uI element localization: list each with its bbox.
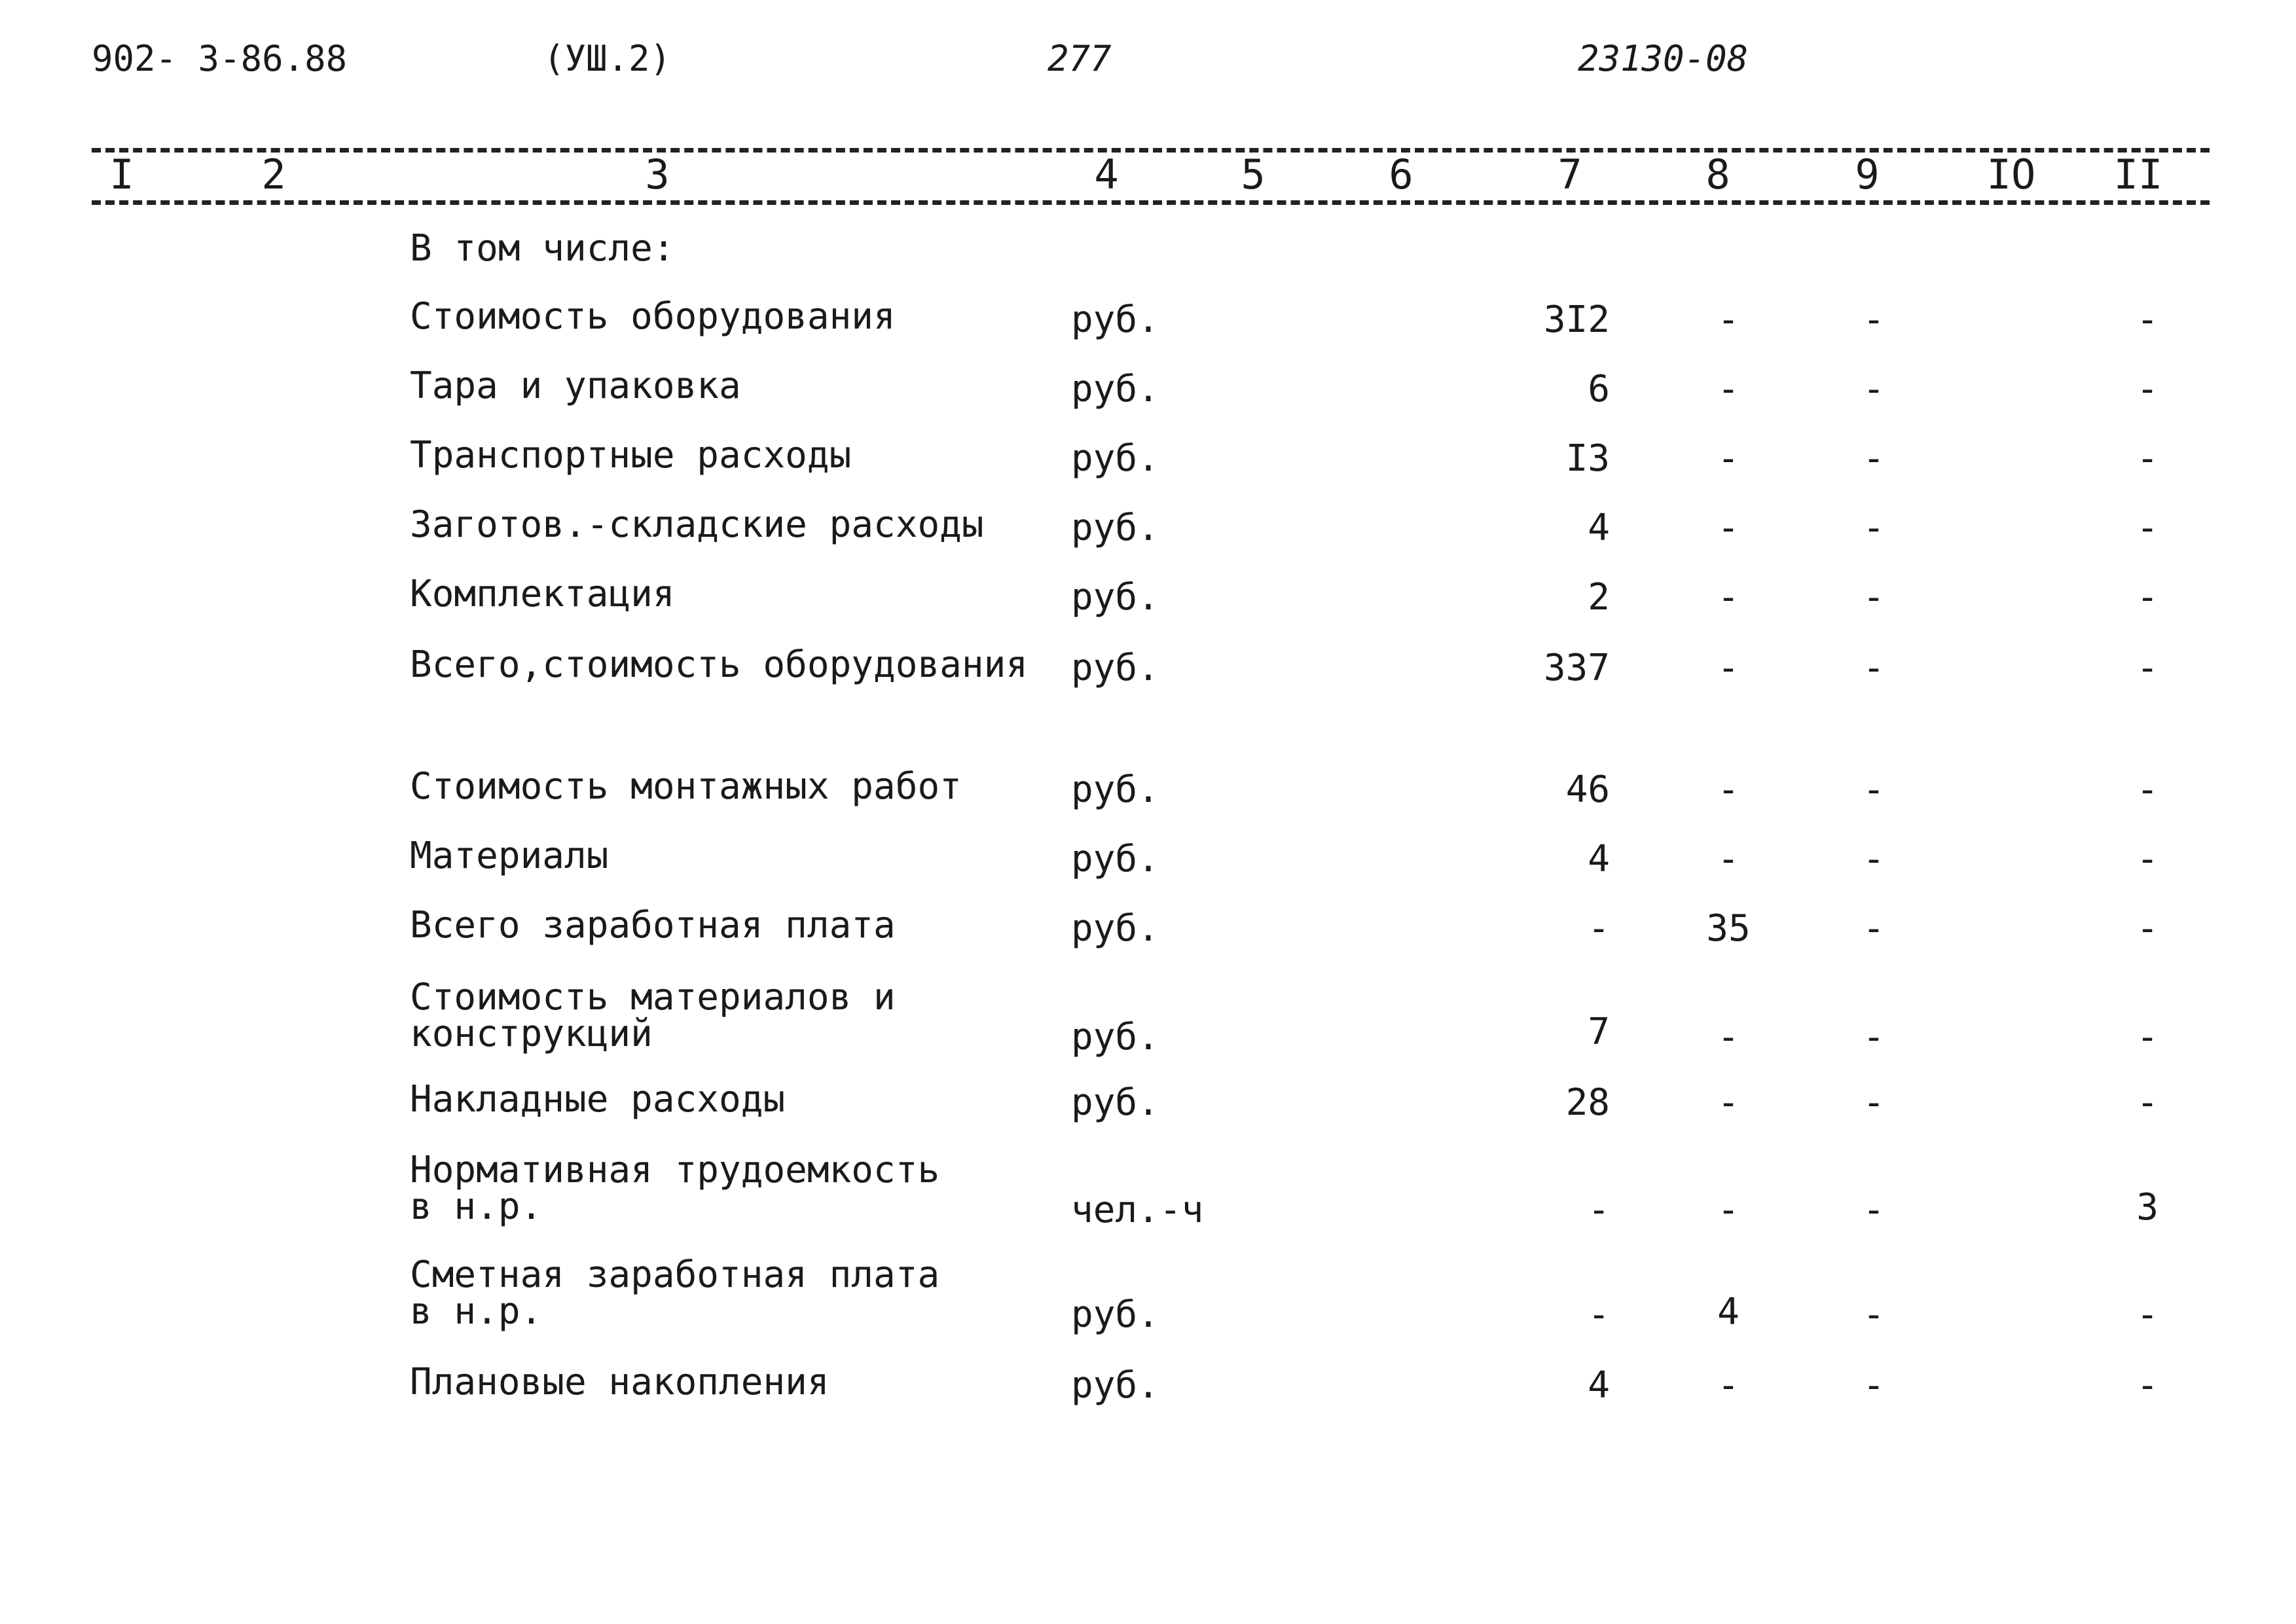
col11-value: -: [2136, 1016, 2159, 1058]
column-number-strip: [0, 151, 2296, 203]
col8-value: -: [1717, 1081, 1740, 1124]
col11-value: -: [2136, 576, 2159, 619]
row-label: Материалы: [410, 835, 609, 877]
col9-value: -: [1863, 768, 1885, 811]
col7-value: 4: [1588, 838, 1610, 880]
row-label: Всего,стоимость оборудования: [410, 643, 1029, 686]
col8-value: 4: [1717, 1291, 1740, 1333]
col9-value: -: [1863, 576, 1885, 619]
row-unit: чел.-ч: [1071, 1189, 1204, 1231]
col7-value: 4: [1588, 507, 1610, 549]
col7-value: -: [1588, 1189, 1610, 1231]
row-unit: руб.: [1071, 907, 1159, 950]
row-unit: руб.: [1071, 576, 1159, 619]
col9-value: -: [1863, 647, 1885, 689]
col11-value: -: [2136, 907, 2159, 950]
row-unit: руб.: [1071, 1081, 1159, 1124]
column-number: 5: [1241, 151, 1266, 198]
section-label: (УШ.2): [543, 38, 672, 79]
col8-value: -: [1717, 1016, 1740, 1058]
col8-value: -: [1717, 1364, 1740, 1407]
col11-value: -: [2136, 1293, 2159, 1336]
row-unit: руб.: [1071, 298, 1159, 341]
col9-value: -: [1863, 1293, 1885, 1336]
col7-value: 4: [1588, 1364, 1610, 1407]
row-label: Плановые накопления: [410, 1361, 829, 1403]
row-label: Всего заработная плата: [410, 904, 896, 947]
col9-value: -: [1863, 1189, 1885, 1231]
col8-value: -: [1717, 298, 1740, 341]
row-label: Сметная заработная плата в н.р.: [410, 1254, 940, 1333]
col7-value: I3: [1565, 437, 1610, 480]
column-number: 9: [1855, 151, 1880, 198]
col11-value: -: [2136, 1364, 2159, 1407]
row-unit: руб.: [1071, 368, 1159, 410]
col7-value: -: [1588, 1293, 1610, 1336]
col7-value: 7: [1588, 1011, 1610, 1053]
document-code: 902- 3-86.88: [92, 38, 348, 79]
column-number: I: [109, 151, 134, 198]
registry-number: 23130-08: [1578, 38, 1749, 79]
row-label: Стоимость монтажных работ: [410, 765, 962, 808]
row-label: Стоимость оборудования: [410, 295, 896, 338]
col8-value: -: [1717, 576, 1740, 619]
row-unit: руб.: [1071, 1016, 1159, 1058]
col9-value: -: [1863, 437, 1885, 480]
col11-value: 3: [2136, 1186, 2159, 1229]
col8-value: -: [1717, 437, 1740, 480]
column-number: 3: [645, 151, 670, 198]
column-number: 2: [261, 151, 286, 198]
col11-value: -: [2136, 437, 2159, 480]
column-number: 7: [1558, 151, 1582, 198]
column-number: 4: [1094, 151, 1119, 198]
row-unit: руб.: [1071, 507, 1159, 549]
col9-value: -: [1863, 368, 1885, 410]
col7-value: 46: [1565, 768, 1610, 811]
col8-value: -: [1717, 768, 1740, 811]
row-unit: руб.: [1071, 1364, 1159, 1407]
row-unit: руб.: [1071, 1293, 1159, 1336]
column-number: IO: [1986, 151, 2036, 198]
row-label: Накладные расходы: [410, 1078, 786, 1121]
col7-value: 3I2: [1543, 298, 1610, 341]
column-number: II: [2113, 151, 2163, 198]
col11-value: -: [2136, 1081, 2159, 1124]
col7-value: 28: [1565, 1081, 1610, 1124]
bottom-dashed-rule: [92, 200, 2210, 205]
col9-value: -: [1863, 907, 1885, 950]
col11-value: -: [2136, 368, 2159, 410]
col11-value: -: [2136, 298, 2159, 341]
column-number: 6: [1389, 151, 1413, 198]
col11-value: -: [2136, 768, 2159, 811]
row-unit: руб.: [1071, 437, 1159, 480]
col7-value: 6: [1588, 368, 1610, 410]
col7-value: -: [1588, 907, 1610, 950]
col8-value: -: [1717, 647, 1740, 689]
row-label: Нормативная трудоемкость в н.р.: [410, 1149, 940, 1228]
row-unit: руб.: [1071, 647, 1159, 689]
row-label: Комплектация: [410, 573, 675, 615]
col8-value: -: [1717, 368, 1740, 410]
col8-value: -: [1717, 507, 1740, 549]
col7-value: 337: [1543, 647, 1610, 689]
row-label: Транспортные расходы: [410, 434, 852, 477]
col7-value: 2: [1588, 576, 1610, 619]
col11-value: -: [2136, 838, 2159, 880]
column-number: 8: [1705, 151, 1730, 198]
row-unit: руб.: [1071, 838, 1159, 880]
col8-value: -: [1717, 1189, 1740, 1231]
row-label: Тара и упаковка: [410, 365, 741, 407]
col9-value: -: [1863, 1364, 1885, 1407]
col9-value: -: [1863, 507, 1885, 549]
page-number: 277: [1048, 38, 1112, 79]
col11-value: -: [2136, 647, 2159, 689]
col8-value: -: [1717, 838, 1740, 880]
col11-value: -: [2136, 507, 2159, 549]
row-unit: руб.: [1071, 768, 1159, 811]
row-label: Заготов.-складские расходы: [410, 503, 984, 546]
row-label: Стоимость материалов и конструкций: [410, 976, 896, 1055]
row-label: В том числе:: [410, 227, 675, 270]
col9-value: -: [1863, 838, 1885, 880]
col9-value: -: [1863, 1016, 1885, 1058]
col9-value: -: [1863, 298, 1885, 341]
col8-value: 35: [1706, 907, 1751, 950]
col9-value: -: [1863, 1081, 1885, 1124]
